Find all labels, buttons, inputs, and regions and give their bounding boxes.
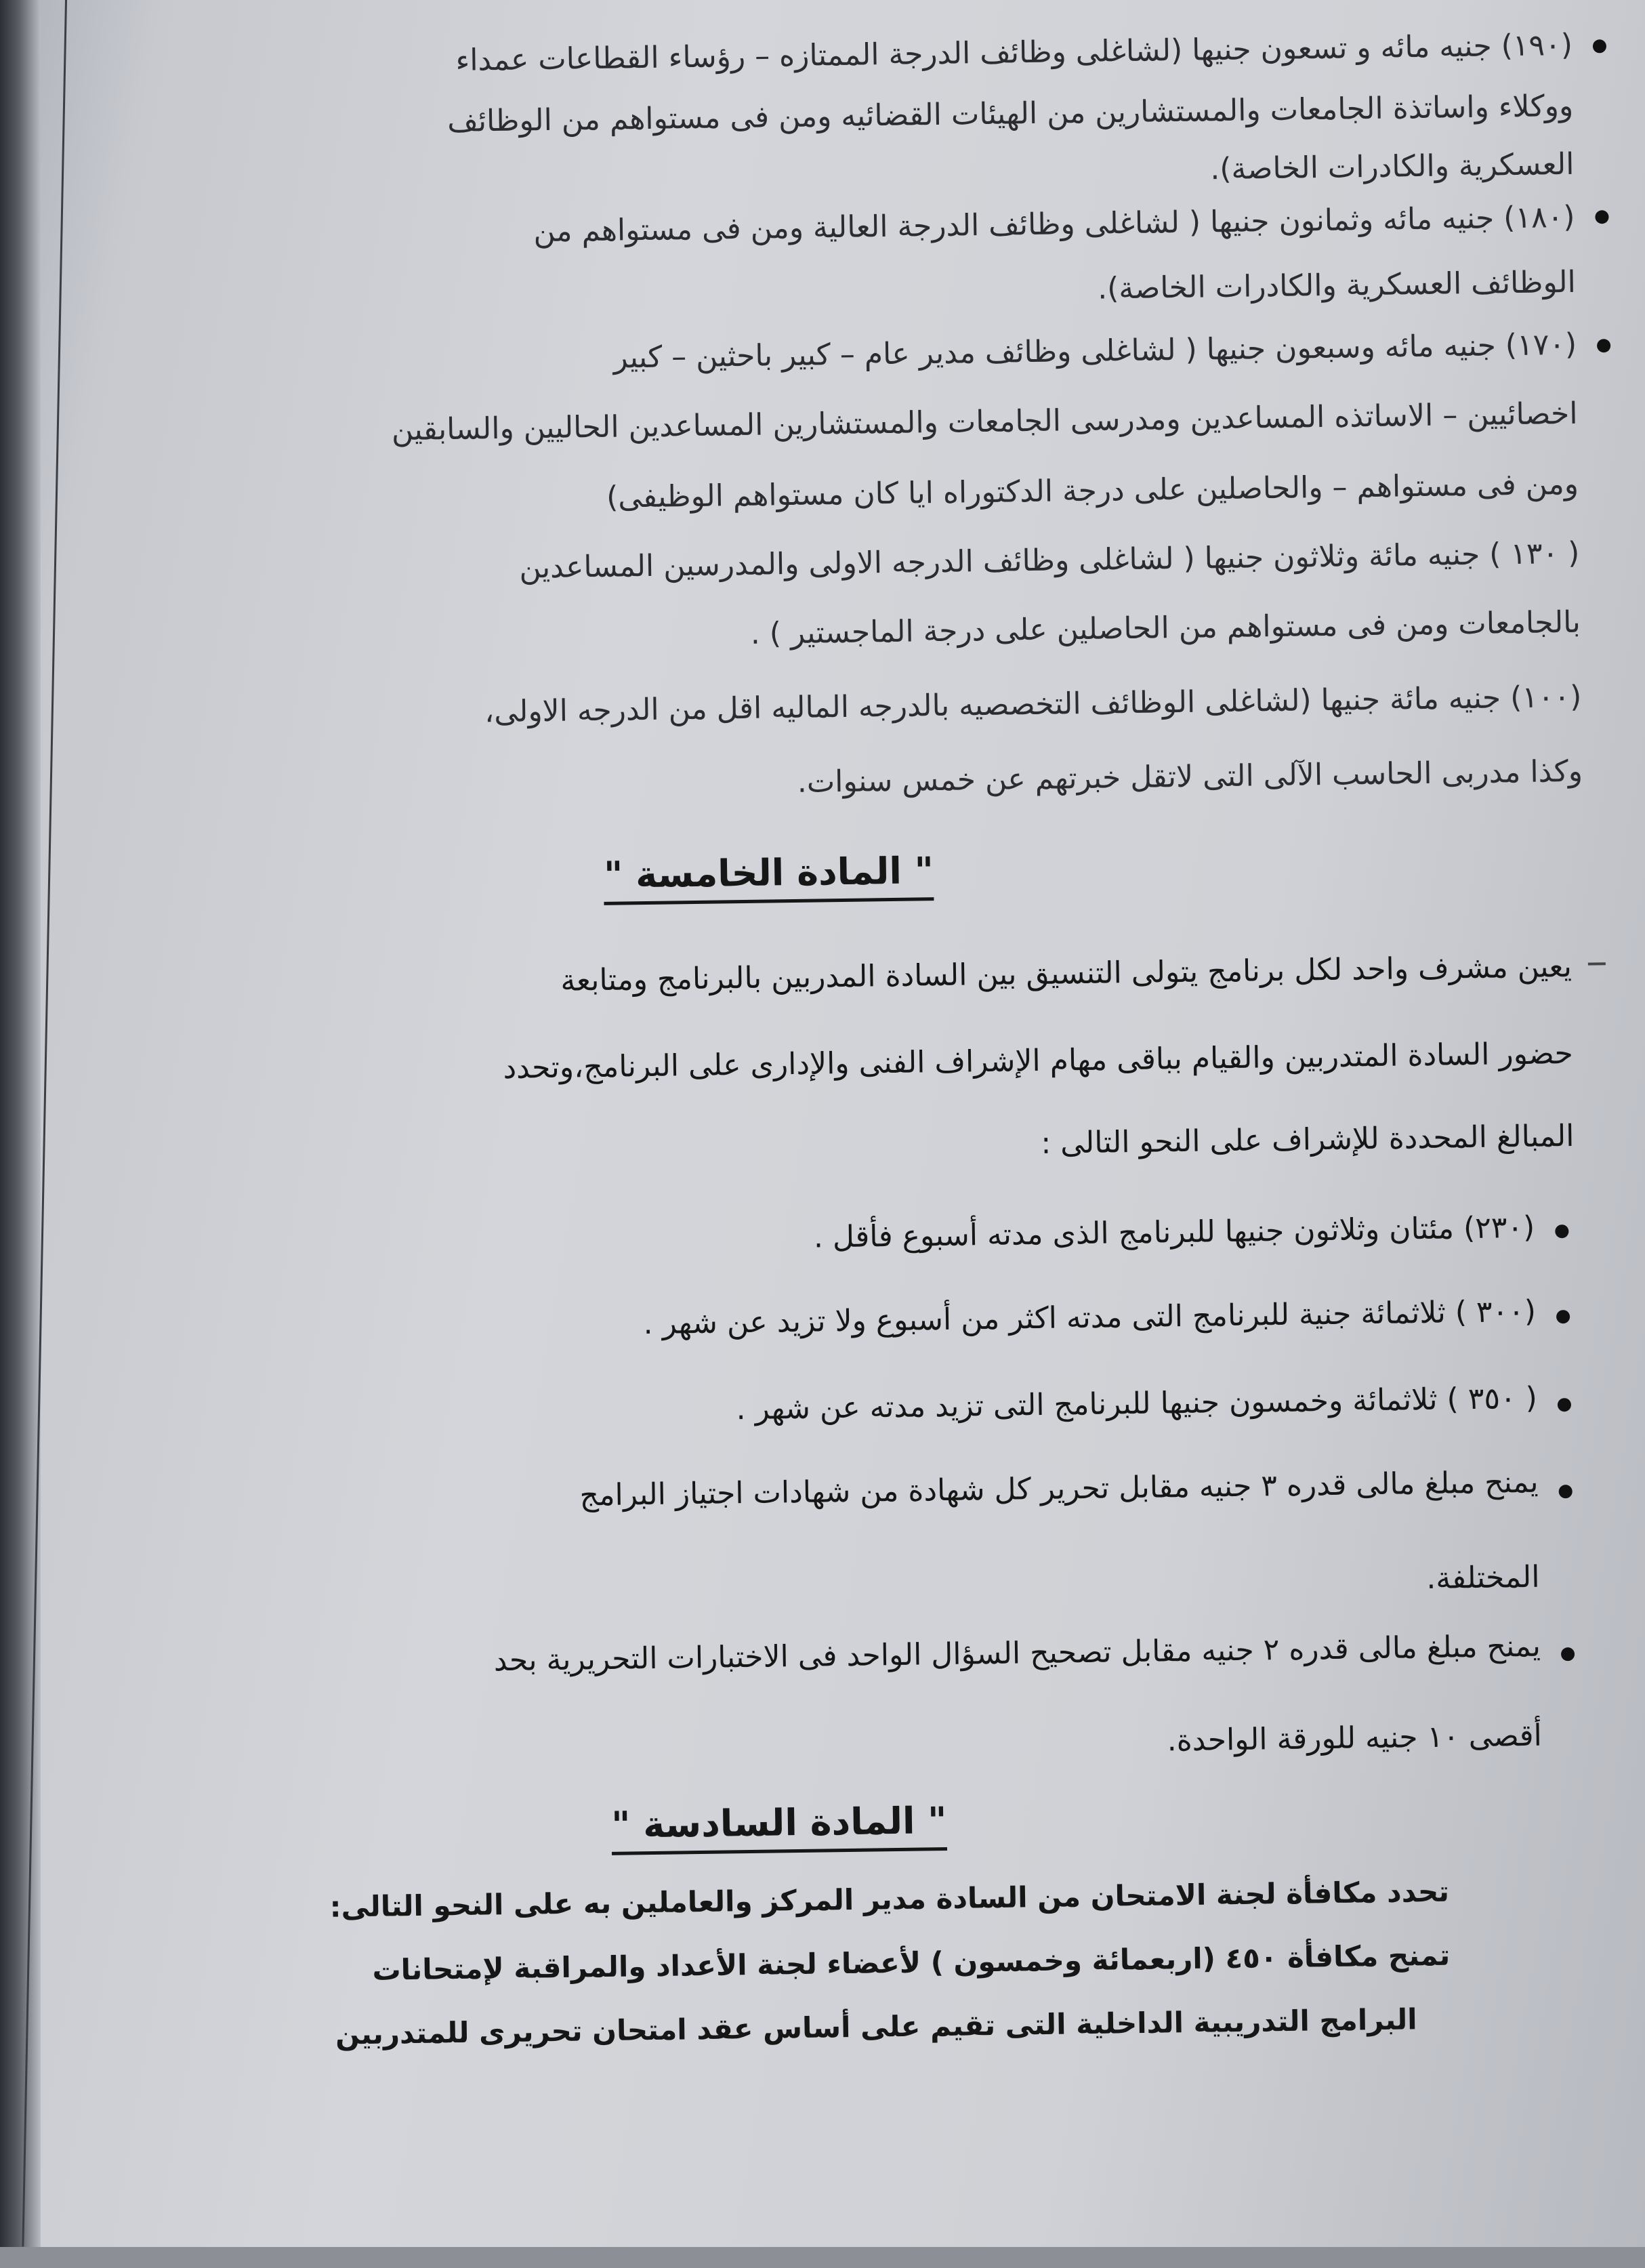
bullet [1593, 39, 1606, 53]
text-line: تمنح مكافأة ٤٥٠ (اربعمائة وخمسون ) لأعضاء لجنة الأعداد والمراقبة لإمتحانات [372, 1938, 1451, 1987]
text-line: اخصائيين – الاساتذه المساعدين ومدرسى الجامعات والمستشارين المساعدين الحاليين والسابقين [391, 396, 1578, 448]
bullet [1595, 210, 1608, 224]
bullet [1558, 1398, 1571, 1411]
document-sheet [81, 0, 1644, 2268]
text-line: ووكلاء واساتذة الجامعات والمستشارين من الهيئات القضائيه ومن فى مستواهم من الوظائف [446, 88, 1574, 140]
dash-marker [1588, 962, 1606, 965]
text-line: (١٨٠) جنيه مائه وثمانون جنيها ( لشاغلى وظائف الدرجة العالية ومن فى مستواهم من [533, 199, 1575, 249]
text-line: العسكرية والكادرات الخاصة). [1209, 146, 1575, 187]
list-item-continuation: أقصى ١٠ جنيه للورقة الواحدة. [1167, 1718, 1543, 1758]
text-line: الوظائف العسكرية والكادرات الخاصة). [1097, 264, 1577, 306]
text-line: حضور السادة المتدربين والقيام بباقى مهام الإشراف الفنى والإدارى على البرنامج،وتحدد [503, 1035, 1574, 1086]
article-5-heading: " المادة الخامسة " [604, 847, 934, 905]
text-line: ومن فى مستواهم – والحاصلين على درجة الدكتوراه ايا كان مستواهم الوظيفى) [606, 466, 1579, 515]
text-line: (١٩٠) جنيه مائه و تسعون جنيها (لشاغلى وظائف الدرجة الممتازه – رؤساء القطاعات عمداء [455, 27, 1573, 78]
text-line: تحدد مكافأة لجنة الامتحان من السادة مدير المركز والعاملين به على النحو التالى: [329, 1874, 1450, 1924]
list-item: ( ٣٥٠ ) ثلاثمائة وخمسون جنيها للبرنامج التى تزيد مدته عن شهر . [736, 1380, 1538, 1427]
bullet [1561, 1647, 1575, 1661]
text-line: يعين مشرف واحد لكل برنامج يتولى التنسيق بين السادة المدربين بالبرنامج ومتابعة [560, 949, 1573, 998]
text-line: (١٧٠) جنيه مائه وسبعون جنيها ( لشاغلى وظائف مدير عام – كبير باحثين – كبير [613, 327, 1577, 375]
text-line: بالجامعات ومن فى مستواهم من الحاصلين على درجة الماجستير ) . [750, 604, 1581, 651]
list-item-continuation: المختلفة. [1425, 1559, 1540, 1596]
text-line: وكذا مدربى الحاسب الآلى التى لاتقل خبرتهم عن خمس سنوات. [797, 754, 1583, 800]
text-line: (١٠٠) جنيه مائة جنيها (لشاغلى الوظائف التخصصيه بالدرجه الماليه اقل من الدرجه الاولى، [484, 679, 1582, 730]
binding-shadow [0, 0, 41, 2247]
article-6-heading: " المادة السادسة " [611, 1797, 947, 1855]
text-line: البرامج التدريبية الداخلية التى تقيم على أساس عقد امتحان تحريرى للمتدربين [335, 2002, 1417, 2051]
list-item: (٣٠٠ ) ثلاثمائة جنية للبرنامج التى مدته اكثر من أسبوع ولا تزيد عن شهر . [643, 1294, 1537, 1342]
bullet [1555, 1224, 1568, 1238]
text-line: المبالغ المحددة للإشراف على النحو التالى : [1041, 1118, 1575, 1161]
bullet [1597, 339, 1610, 352]
bullet [1559, 1485, 1573, 1498]
list-item: (٢٣٠) مئتان وثلاثون جنيها للبرنامج الذى مدته أسبوع فأقل . [813, 1210, 1535, 1255]
bullet [1556, 1310, 1570, 1323]
text-line: ( ١٣٠ ) جنيه مائة وثلاثون جنيها ( لشاغلى وظائف الدرجه الاولى والمدرسين المساعدين [519, 535, 1580, 585]
list-item: يمنح مبلغ مالى قدره ٢ جنيه مقابل تصحيح السؤال الواحد فى الاختبارات التحريرية بحد [493, 1628, 1541, 1678]
list-item: يمنح مبلغ مالى قدره ٣ جنيه مقابل تحرير كل شهادة من شهادات اجتياز البرامج [579, 1464, 1539, 1513]
